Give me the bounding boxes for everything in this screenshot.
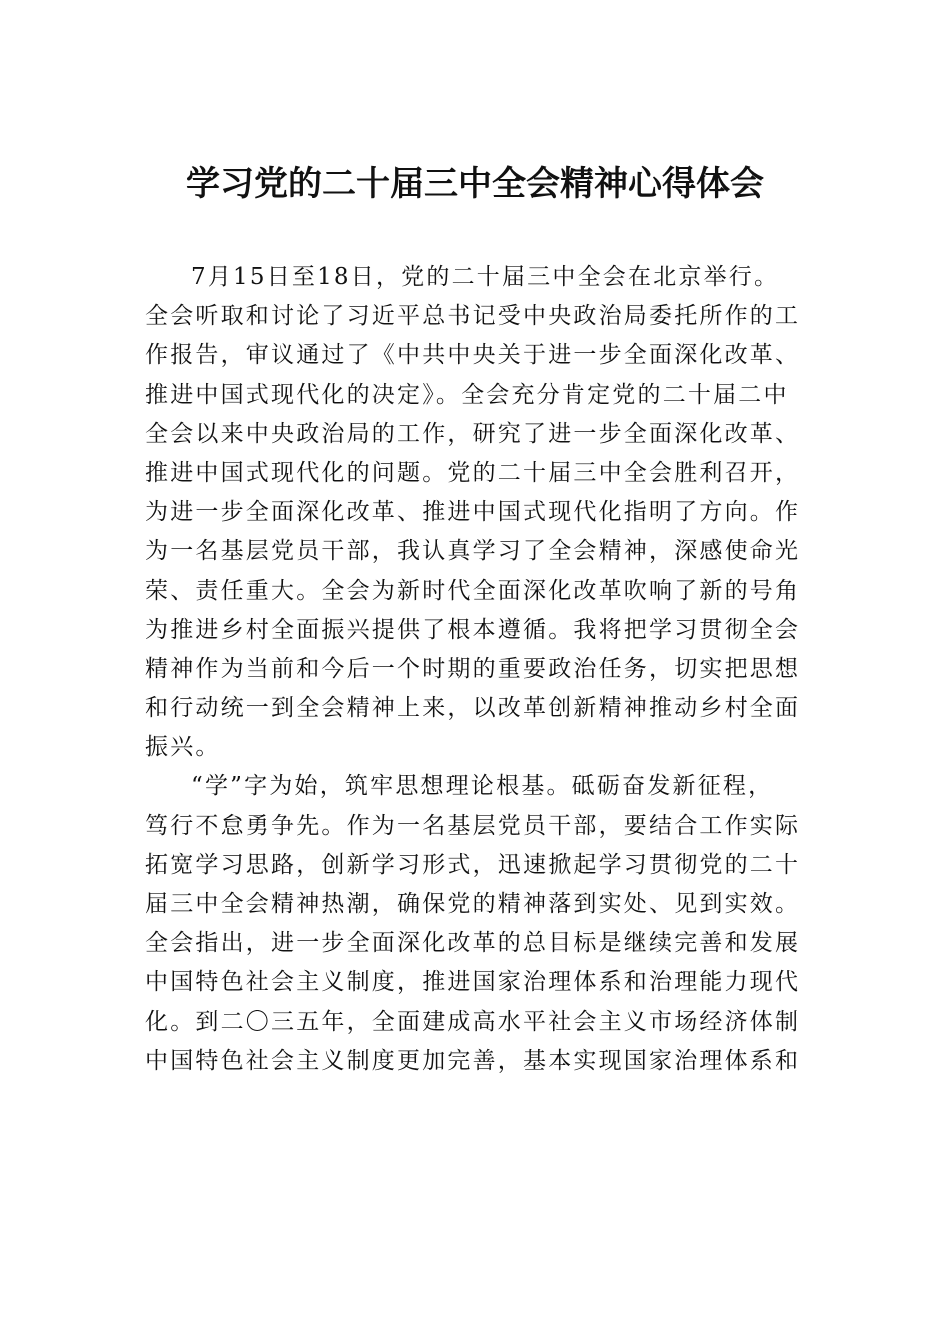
text-line: 全会听取和讨论了习近平总书记受中央政治局委托所作的工 xyxy=(145,303,801,330)
text-line: 笃行不怠勇争先。作为一名基层党员干部，要结合工作实际 xyxy=(145,812,801,839)
text-line: 精神作为当前和今后一个时期的重要政治任务，切实把思想 xyxy=(145,655,801,682)
text-line: 为进一步全面深化改革、推进中国式现代化指明了方向。作 xyxy=(145,499,801,526)
text-line: 届三中全会精神热潮，确保党的精神落到实处、见到实效。 xyxy=(145,891,801,917)
text-line: “学”字为始，筑牢思想理论根基。砥砺奋发新征程， xyxy=(191,773,774,800)
text-line: 7月15日至18日，党的二十届三中全会在北京举行。 xyxy=(191,264,780,290)
text-line: 为推进乡村全面振兴提供了根本遵循。我将把学习贯彻全会 xyxy=(145,616,801,643)
text-line: 和行动统一到全会精神上来，以改革创新精神推动乡村全面 xyxy=(145,695,801,722)
text-line: 推进中国式现代化的问题。党的二十届三中全会胜利召开， xyxy=(145,459,801,486)
text-line: 推进中国式现代化的决定》。全会充分肯定党的二十届二中 xyxy=(145,381,789,408)
text-line: 为一名基层党员干部，我认真学习了全会精神，深感使命光 xyxy=(145,538,801,565)
text-line: 振兴。 xyxy=(145,734,221,761)
text-line: 全会指出，进一步全面深化改革的总目标是继续完善和发展 xyxy=(145,930,801,957)
text-line: 中国特色社会主义制度更加完善，基本实现国家治理体系和 xyxy=(145,1047,801,1074)
document-body xyxy=(145,258,810,1081)
text-line: 荣、责任重大。全会为新时代全面深化改革吹响了新的号角 xyxy=(145,577,801,604)
paragraph-2 xyxy=(145,767,810,1081)
text-line: 拓宽学习思路，创新学习形式，迅速掀起学习贯彻党的二十 xyxy=(145,851,801,878)
text-line: 全会以来中央政治局的工作，研究了进一步全面深化改革、 xyxy=(145,420,801,447)
document-title: 学习党的二十届三中全会精神心得体会 xyxy=(186,164,764,204)
text-line: 作报告，审议通过了《中共中央关于进一步全面深化改革、 xyxy=(145,342,801,369)
paragraph-1 xyxy=(145,258,810,767)
text-line: 中国特色社会主义制度，推进国家治理体系和治理能力现代 xyxy=(145,969,801,996)
text-line: 化。到二〇三五年，全面建成高水平社会主义市场经济体制 xyxy=(145,1008,801,1035)
